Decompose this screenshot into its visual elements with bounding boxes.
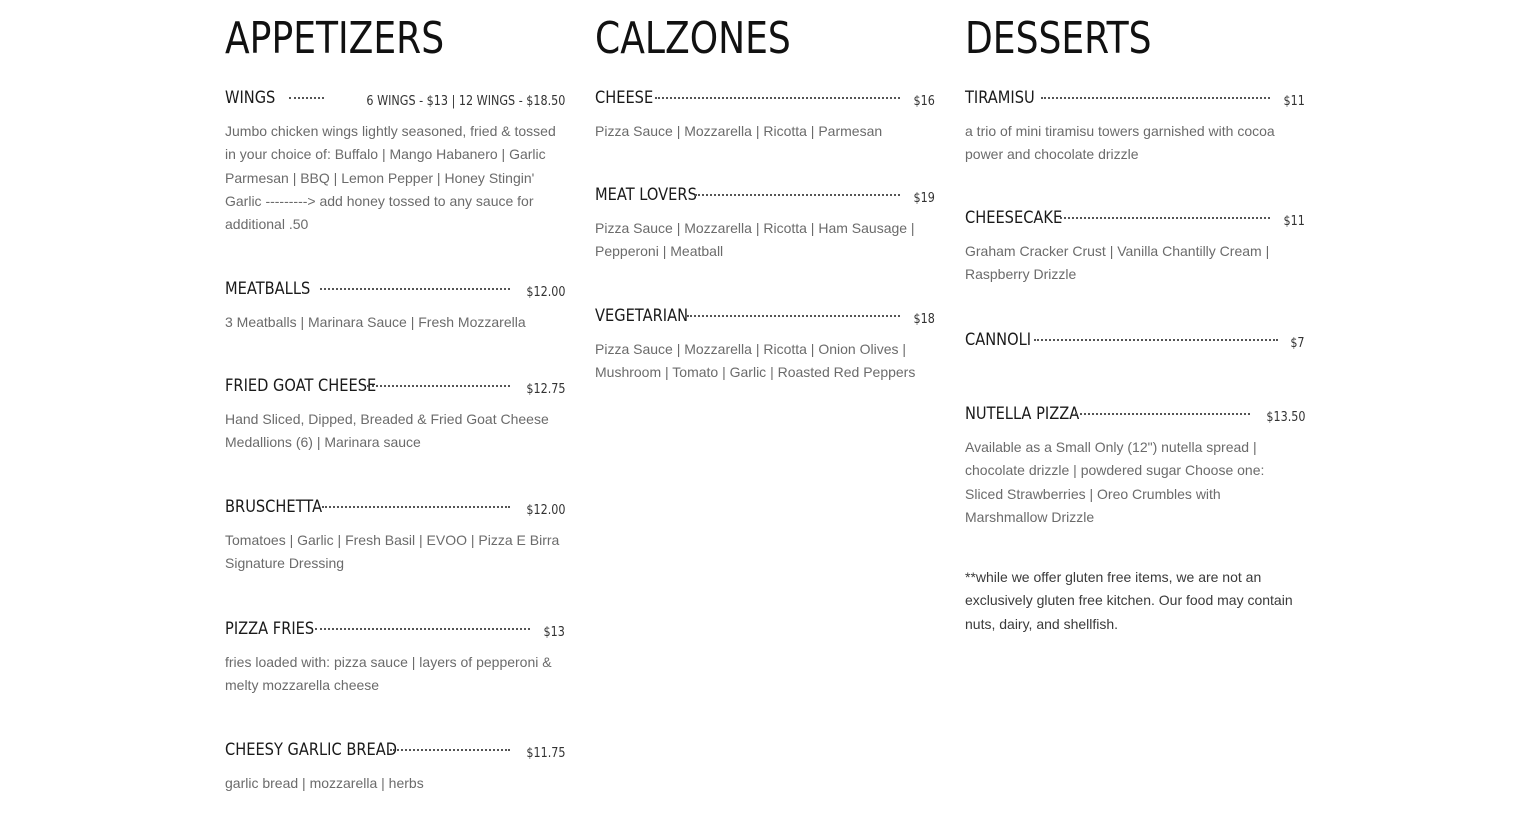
item-name: NUTELLA PIZZA: [965, 404, 1080, 424]
item-description: Pizza Sauce | Mozzarella | Ricotta | Parmesan: [595, 123, 883, 139]
dotted-leader: [655, 97, 900, 99]
item-price: $12.00: [525, 502, 565, 518]
item-name: BRUSCHETTA: [225, 497, 323, 517]
menu-item-fried-goat-cheese: [225, 374, 565, 455]
item-price: $13: [543, 624, 565, 640]
item-name: CHEESY GARLIC BREAD: [225, 740, 398, 760]
item-description: Jumbo chicken wings lightly seasoned, fried & tossed in your choice of: Buffalo | Mango Habanero | Garlic Parmesan | BBQ | Lemon Pepper | Honey Stingin' Garlic ---------> add honey tossed to any sauce for additional .50: [225, 123, 556, 233]
item-name: PIZZA FRIES: [225, 619, 315, 639]
menu-item-meatballs: [225, 277, 565, 334]
dotted-leader: [390, 749, 510, 751]
item-price: $13.50: [1265, 409, 1305, 425]
item-name: WINGS: [225, 88, 276, 108]
dotted-leader: [322, 506, 510, 508]
menu-item-wings: [225, 86, 565, 236]
dotted-leader: [320, 288, 510, 290]
item-name: VEGETARIAN: [595, 306, 689, 326]
item-price: $11: [1283, 93, 1305, 109]
allergen-note: **while we offer gluten free items, we are not an exclusively gluten free kitchen. Our food may contain nuts, dairy, and shellfish.: [965, 569, 1293, 632]
item-price: 6 WINGS - $13 | 12 WINGS - $18.50: [365, 93, 565, 109]
item-description: fries loaded with: pizza sauce | layers of pepperoni & melty mozzarella cheese: [225, 654, 552, 694]
item-description: Pizza Sauce | Mozzarella | Ricotta | Onion Olives | Mushroom | Tomato | Garlic | Roasted Red Peppers: [595, 341, 916, 381]
dotted-leader: [367, 385, 510, 387]
item-price: $16: [913, 93, 935, 109]
item-description: 3 Meatballs | Marinara Sauce | Fresh Mozzarella: [225, 314, 526, 330]
dotted-leader: [687, 315, 900, 317]
menu-item-nutella-pizza: [965, 402, 1305, 529]
item-description: Pizza Sauce | Mozzarella | Ricotta | Ham Sausage | Pepperoni | Meatball: [595, 220, 915, 260]
item-price: $12.75: [525, 381, 565, 397]
item-description: Graham Cracker Crust | Vanilla Chantilly Cream | Raspberry Drizzle: [965, 243, 1270, 283]
item-description: Hand Sliced, Dipped, Breaded & Fried Goat Cheese Medallions (6) | Marinara sauce: [225, 411, 549, 451]
item-description: a trio of mini tiramisu towers garnished with cocoa power and chocolate drizzle: [965, 123, 1275, 163]
menu-item-cheesy-garlic-bread: [225, 738, 565, 795]
item-name: FRIED GOAT CHEESE: [225, 376, 377, 396]
menu-item-cheesecake: [965, 206, 1305, 287]
item-description: Tomatoes | Garlic | Fresh Basil | EVOO | Pizza E Birra Signature Dressing: [225, 532, 560, 572]
menu-item-meat-lovers: [595, 183, 935, 264]
item-name: MEAT LOVERS: [595, 185, 697, 205]
menu-item-vegetarian: [595, 304, 935, 385]
menu: [225, 0, 1305, 818]
menu-item-pizza-fries: [225, 617, 565, 698]
item-description: garlic bread | mozzarella | herbs: [225, 775, 424, 791]
dotted-leader: [1041, 97, 1270, 99]
dotted-leader: [1060, 217, 1270, 219]
item-name: CANNOLI: [965, 330, 1032, 350]
menu-item-cannoli: [965, 328, 1305, 352]
menu-item-tiramisu: [965, 86, 1305, 167]
item-name: CHEESECAKE: [965, 208, 1063, 228]
item-price: $18: [913, 311, 935, 327]
item-price: $11: [1283, 213, 1305, 229]
dotted-leader: [315, 628, 530, 630]
item-name: MEATBALLS: [225, 279, 311, 299]
item-price: $12.00: [525, 284, 565, 300]
item-name: CHEESE: [595, 88, 654, 108]
item-price: $11.75: [525, 745, 565, 761]
item-description: Available as a Small Only (12") nutella spread | chocolate drizzle | powdered sugar Choose one: Sliced Strawberries | Oreo Crumbles with Marshmallow Drizzle: [965, 439, 1265, 525]
item-name: TIRAMISU: [965, 88, 1035, 108]
dotted-leader: [1075, 413, 1250, 415]
item-price: $7: [1290, 335, 1305, 351]
dotted-leader: [289, 97, 324, 99]
dotted-leader: [1034, 339, 1278, 341]
section-title-calzones: CALZONES: [595, 13, 791, 64]
item-price: $19: [913, 190, 935, 206]
menu-item-bruschetta: [225, 495, 565, 576]
menu-item-cheese-calzone: [595, 86, 935, 143]
section-title-appetizers: APPETIZERS: [225, 13, 445, 64]
section-title-desserts: DESSERTS: [965, 13, 1152, 64]
dotted-leader: [695, 194, 900, 196]
